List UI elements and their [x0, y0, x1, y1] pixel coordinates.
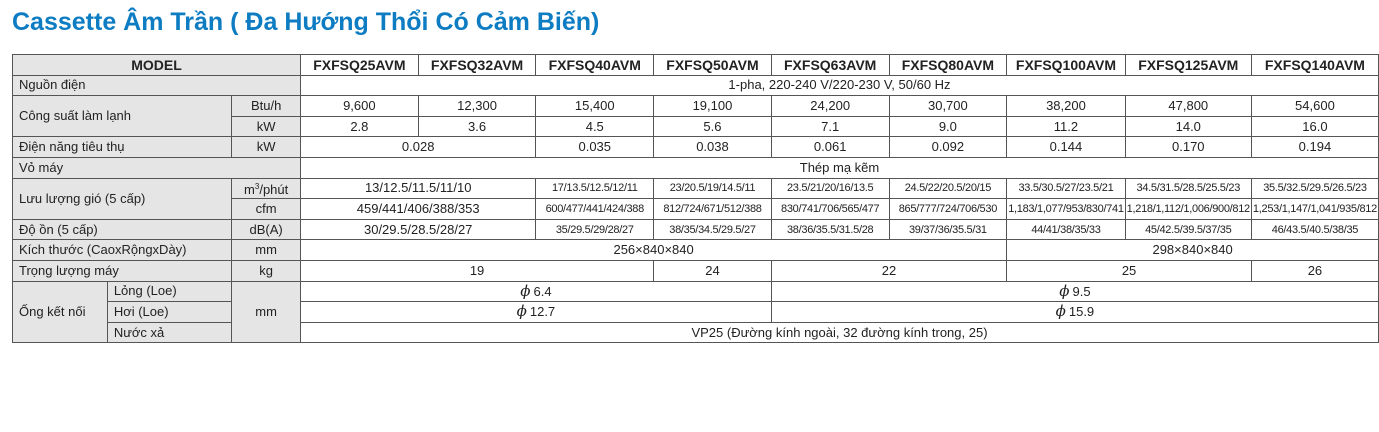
unit-btu: Btu/h: [232, 96, 301, 117]
table-cell: 17/13.5/12.5/12/11: [536, 178, 654, 199]
table-cell: 35/29.5/29/28/27: [536, 219, 654, 240]
table-cell: 7.1: [771, 116, 889, 137]
table-cell: 0.038: [654, 137, 772, 158]
table-cell: 812/724/671/512/388: [654, 199, 772, 220]
weight-row: [13, 260, 1379, 281]
consumption-label: Điện năng tiêu thụ: [13, 137, 232, 158]
table-cell: 33.5/30.5/27/23.5/21: [1007, 178, 1125, 199]
table-cell: 12,300: [418, 96, 536, 117]
unit-mm: mm: [232, 240, 301, 261]
table-cell: 23.5/21/20/16/13.5: [771, 178, 889, 199]
table-cell: 0.061: [771, 137, 889, 158]
power-row: [13, 75, 1379, 96]
table-cell: 1,218/1,112/1,006/900/812: [1125, 199, 1251, 220]
table-cell: ϕ 9.5: [771, 281, 1378, 302]
table-cell: 0.028: [301, 137, 536, 158]
table-cell: 830/741/706/565/477: [771, 199, 889, 220]
table-cell: 54,600: [1251, 96, 1378, 117]
airflow-label: Lưu lượng gió (5 cấp): [13, 178, 232, 219]
piping-drain-row: [13, 322, 1379, 343]
diameter-icon: ϕ: [1059, 281, 1070, 300]
unit-kw: kW: [232, 137, 301, 158]
unit-dba: dB(A): [232, 219, 301, 240]
table-cell: 1,183/1,077/953/830/741: [1007, 199, 1125, 220]
table-cell: 45/42.5/39.5/37/35: [1125, 219, 1251, 240]
table-cell: ϕ 6.4: [301, 281, 772, 302]
table-cell: 30/29.5/28.5/28/27: [301, 219, 536, 240]
table-cell: 30,700: [889, 96, 1007, 117]
table-cell: 1,253/1,147/1,041/935/812: [1251, 199, 1378, 220]
diameter-icon: ϕ: [1055, 302, 1066, 321]
model-name: FXFSQ80AVM: [889, 55, 1007, 76]
table-cell: 19: [301, 260, 654, 281]
table-cell: 19,100: [654, 96, 772, 117]
spec-table: [12, 54, 1379, 343]
table-cell: 600/477/441/424/388: [536, 199, 654, 220]
diameter-icon: ϕ: [516, 302, 527, 321]
table-cell: 11.2: [1007, 116, 1125, 137]
table-cell: 38/36/35.5/31.5/28: [771, 219, 889, 240]
page-title: Cassette Âm Trần ( Đa Hướng Thổi Có Cảm Biến): [12, 8, 600, 36]
table-cell: 865/777/724/706/530: [889, 199, 1007, 220]
unit-kw: kW: [232, 116, 301, 137]
drain-label: Nước xả: [107, 322, 231, 343]
casing-label: Vỏ máy: [13, 157, 301, 178]
table-cell: 13/12.5/11.5/11/10: [301, 178, 536, 199]
table-cell: 5.6: [654, 116, 772, 137]
unit-cfm: cfm: [232, 199, 301, 220]
table-cell: 0.144: [1007, 137, 1125, 158]
table-cell: 298×840×840: [1007, 240, 1379, 261]
unit-m3: $m^3$/phút: [232, 178, 301, 199]
table-cell: 14.0: [1125, 116, 1251, 137]
gas-label: Hơi (Loe): [107, 302, 231, 323]
dimensions-row: [13, 240, 1379, 261]
noise-row: [13, 219, 1379, 240]
table-cell: 38/35/34.5/29.5/27: [654, 219, 772, 240]
table-cell: 0.092: [889, 137, 1007, 158]
table-cell: 0.170: [1125, 137, 1251, 158]
table-cell: 35.5/32.5/29.5/26.5/23: [1251, 178, 1378, 199]
header-row: [13, 55, 1379, 76]
piping-label: Ống kết nối: [13, 281, 108, 343]
table-cell: 46/43.5/40.5/38/35: [1251, 219, 1378, 240]
table-cell: 256×840×840: [301, 240, 1007, 261]
table-cell: 4.5: [536, 116, 654, 137]
airflow-m3-row: [13, 178, 1379, 199]
table-cell: 2.8: [301, 116, 419, 137]
table-cell: 39/37/36/35.5/31: [889, 219, 1007, 240]
table-cell: ϕ 15.9: [771, 302, 1378, 323]
table-cell: 459/441/406/388/353: [301, 199, 536, 220]
table-cell: VP25 (Đường kính ngoài, 32 đường kính trong, 25): [301, 322, 1379, 343]
table-cell: 0.035: [536, 137, 654, 158]
table-cell: 44/41/38/35/33: [1007, 219, 1125, 240]
cooling-label: Công suất làm lạnh: [13, 96, 232, 137]
table-cell: 16.0: [1251, 116, 1378, 137]
table-cell: 15,400: [536, 96, 654, 117]
table-cell: 34.5/31.5/28.5/25.5/23: [1125, 178, 1251, 199]
model-name: FXFSQ125AVM: [1125, 55, 1251, 76]
table-cell: 23/20.5/19/14.5/11: [654, 178, 772, 199]
cooling-btu-row: [13, 96, 1379, 117]
model-name: FXFSQ140AVM: [1251, 55, 1378, 76]
table-cell: 38,200: [1007, 96, 1125, 117]
model-name: FXFSQ40AVM: [536, 55, 654, 76]
unit-kg: kg: [232, 260, 301, 281]
model-name: FXFSQ50AVM: [654, 55, 772, 76]
model-name: FXFSQ63AVM: [771, 55, 889, 76]
table-cell: 24.5/22/20.5/20/15: [889, 178, 1007, 199]
power-value: 1-pha, 220-240 V/220-230 V, 50/60 Hz: [301, 75, 1379, 96]
table-cell: 47,800: [1125, 96, 1251, 117]
table-cell: 24,200: [771, 96, 889, 117]
table-cell: 22: [771, 260, 1006, 281]
casing-row: [13, 157, 1379, 178]
piping-liquid-row: [13, 281, 1379, 302]
dimensions-label: Kích thước (CaoxRộngxDày): [13, 240, 232, 261]
model-header: MODEL: [13, 55, 301, 76]
power-label: Nguồn điện: [13, 75, 301, 96]
table-cell: 9,600: [301, 96, 419, 117]
table-cell: 26: [1251, 260, 1378, 281]
consumption-row: [13, 137, 1379, 158]
liquid-label: Lỏng (Loe): [107, 281, 231, 302]
table-cell: 9.0: [889, 116, 1007, 137]
table-cell: 3.6: [418, 116, 536, 137]
model-name: FXFSQ100AVM: [1007, 55, 1125, 76]
table-cell: 25: [1007, 260, 1252, 281]
diameter-icon: ϕ: [520, 281, 531, 300]
table-cell: 24: [654, 260, 772, 281]
model-name: FXFSQ25AVM: [301, 55, 419, 76]
table-cell: ϕ 12.7: [301, 302, 772, 323]
weight-label: Trọng lượng máy: [13, 260, 232, 281]
model-name: FXFSQ32AVM: [418, 55, 536, 76]
table-cell: 0.194: [1251, 137, 1378, 158]
unit-mm: mm: [232, 281, 301, 343]
piping-gas-row: [13, 302, 1379, 323]
casing-value: Thép mạ kẽm: [301, 157, 1379, 178]
noise-label: Độ ồn (5 cấp): [13, 219, 232, 240]
